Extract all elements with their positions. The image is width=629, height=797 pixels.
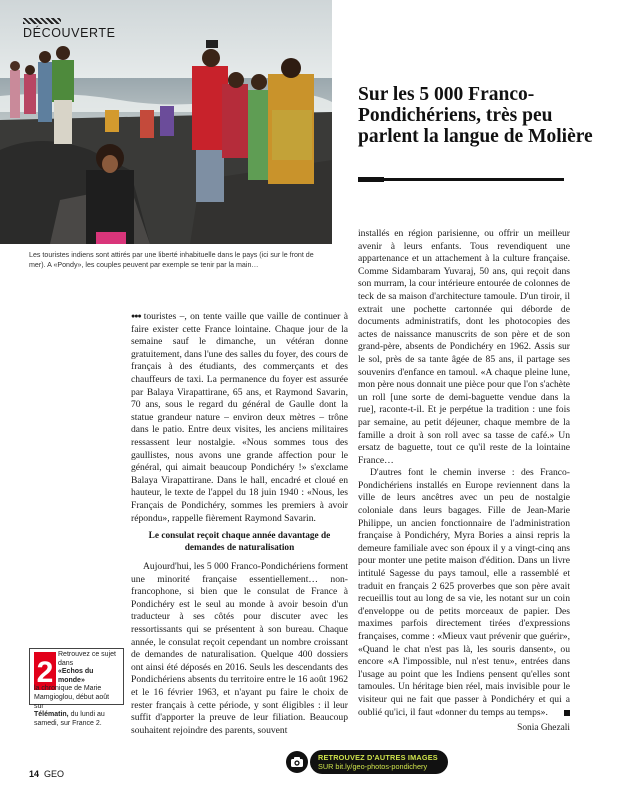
title-rule-accent xyxy=(358,177,384,182)
page-number: 14 xyxy=(29,769,40,779)
page-folio xyxy=(29,769,64,779)
promo-prefix: Retrouvez ce sujet dans xyxy=(58,651,116,667)
gallery-banner-line1: RETROUVEZ D'AUTRES IMAGES xyxy=(318,753,438,762)
author-signature: Sonia Ghezali xyxy=(517,723,570,733)
article-subhead: Le consulat reçoit chaque année davantage de demandes de naturalisation xyxy=(148,531,331,553)
paragraph-text: touristes –, on tente vaille que vaille de continuer à faire exister cette France lointaine. Chaque jour de la semaine sauf le dimanche, un vétéran donne gratuitement, dans l'une des salles du foyer, des cours de français à des étudiants, des commerçants et des chauffeurs de taxi. La permanence du foyer est assurée par Balaya Virapattirane, 65 ans, et Raymond Savarin, 70 ans, sous le regard du général de Gaulle dont la statue grandeur nature – environ deux mètres – trône dans le patio. Entre deux visites, les anciens militaires ressassent leur nostalgie. «Nous sommes tous des gaullistes, nous avons une grande affection pour le général, qui aimait beaucoup Pondichéry !» s'exclame Balaya Virapattirane. Dans le hall, encadré et cloué en hauteur, le texte de l'appel du 18 juin 1940 : «Nous, les Français de Pondichéry, sommes les premiers à avoir répondu», rappelle fièrement Raymond Savarin. xyxy=(131,311,348,524)
tv-promo-box xyxy=(29,648,124,727)
svg-text:2: 2 xyxy=(36,656,54,689)
gallery-banner-link[interactable]: SUR bit.ly/geo-photos-pondichery xyxy=(318,762,428,771)
end-mark xyxy=(564,710,570,716)
gallery-banner-text[interactable] xyxy=(310,750,448,774)
magazine-name: GEO xyxy=(44,769,65,779)
section-rubric xyxy=(23,18,116,40)
promo-text xyxy=(34,651,120,728)
continuation-dots: ●●● xyxy=(131,312,141,320)
paragraph xyxy=(131,310,348,525)
paragraph: Aujourd'hui, les 5 000 Franco-Pondichériens forment une minorité française essentiellement… non-francophone, si bien que le consulat de France à Pondichéry est le seul au monde à avoir besoin d'un traducteur à ses côtés pour discuter avec les ressortissants qui se présentent à son bureau. Chaque année, le consulat reçoit cependant un nombre croissant de demandes de naturalisation. Quelque 400 dossiers ont ainsi été déposés en 2016. Seuls les descendants des Pondichériens absents du territoire entre le 16 août 1962 et le 16 février 1963, et n'ayant pu faire le choix de rester français à cette période, y sont éligibles : il leur suffit d'apporter la preuve de leur filiation. Beaucoup souhaitent rejoindre des parents, souvent xyxy=(131,561,348,736)
rubric-hatch xyxy=(23,18,61,24)
promo-channel: Télématin, du lundi au samedi, sur France 2. xyxy=(34,711,105,727)
rubric-label: DÉCOUVERTE xyxy=(23,26,116,40)
article-title: Sur les 5 000 Franco-Pondichériens, très peu parlent la langue de Molière xyxy=(358,84,593,147)
paragraph: installés en région parisienne, ou offrir un meilleur avenir à leurs enfants. Tous revendiquent une appartenance et un attachement à la culture française. Comme Sidambaram Yuvaraj, 50 ans, qui reçoit dans son murram, la cour intérieure entourée de colonnes de teck de sa maison d'architecture tamoule. D'un tiroir, il extrait une pochette cartonnée qui déborde de documents administratifs, dont les photocopies des actes de naissance manuscrits de son père et de son grand-père, absents de Pondichéry en 1962. Assis sur le sol, près de sa tante âgée de 85 ans, il partage ses souvenirs d'enfance en tamoul. «A chaque pleine lune, mon père nous donnait une pièce pour que l'on s'achète un roll [une sorte de demi-baguette vendue dans la rue], raconte-t-il. Et je perpétue la tradition : une fois par semaine, au petit déjeuner, chaque membre de la famille a droit à son roll avec sa tasse de café.» Un ersatz de baguette, tout ce qu'il reste de la lointaine France… xyxy=(358,228,570,466)
title-rule xyxy=(358,178,564,181)
camera-icon xyxy=(286,751,308,773)
promo-show: «Echos du monde» xyxy=(58,668,94,684)
promo-middle: la chronique de Marie Mamgioglou, début août sur xyxy=(34,685,110,710)
photo-gallery-banner[interactable] xyxy=(286,750,448,774)
paragraph-text: D'autres font le chemin inverse : des Franco-Pondichériens installés en Europe reviennent dans la ville de leurs ancêtres avec un peu de nostalgie coloniale dans leurs bagages. Fille de Jean-Marie Philippe, un ancien fonctionnaire de l'administration française à Pondichéry, Myra Bories a ainsi repris la demeure familiale avec son époux il y a vingt-cinq ans pour monter une petite maison d'édition. Dans un livre intitulé Sagesse du pays tamoul, elle a rassemblé et traduit en français 2 625 proverbes que son père avait recueillis tout au long de sa vie, les notant sur un coin d'enveloppe ou de petits morceaux de papier. Des maximes parfois directement tirées d'expressions françaises, comme : «Mieux vaut prévenir que guérir», «Quand le chat n'est pas là, les souris dansent», ou encore «A l'impossible, nul n'est tenu», entrées dans l'usage au point que les Indiens pensent qu'elles sont tamoules. Un héritage bien réel, mais invisible pour le visiteur qui ne fait que passer à Pondichéry et qui a oublié qu'ici, il faut «donner du temps au temps». xyxy=(358,467,570,718)
article-column-left xyxy=(131,310,348,737)
paragraph xyxy=(358,467,570,719)
photo-caption: Les touristes indiens sont attirés par une liberté inhabituelle dans le pays (ici sur le front de mer). A «Pondy», les couples peuvent par exemple se tenir par la main… xyxy=(29,251,314,269)
article-column-right xyxy=(358,228,570,719)
